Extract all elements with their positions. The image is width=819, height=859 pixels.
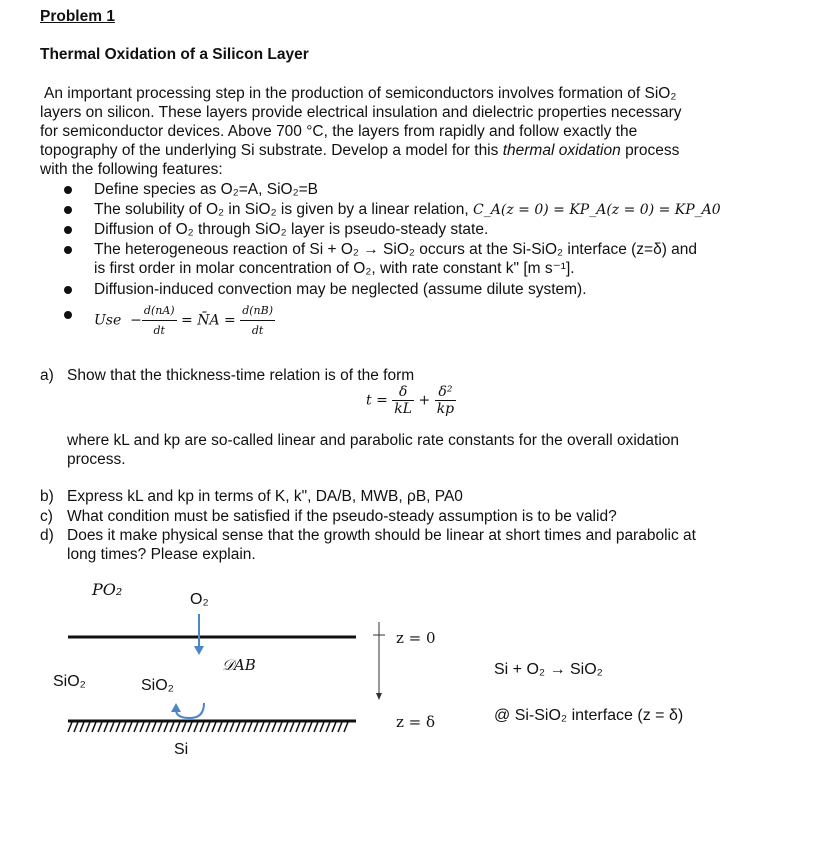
frac-numerator: δ: [392, 384, 414, 401]
eq-plus: +: [418, 392, 431, 409]
hatch-mark: [338, 722, 342, 732]
hatch-mark: [230, 722, 234, 732]
hatch-mark: [254, 722, 258, 732]
bullet-icon: [64, 226, 72, 234]
sio2-left-label: SiO₂: [53, 673, 86, 690]
z0-label: z = 0: [396, 629, 436, 647]
hatch-mark: [212, 722, 216, 732]
hatch-mark: [248, 722, 252, 732]
question-label: d): [40, 527, 54, 544]
hatch-mark: [176, 722, 180, 732]
intro-line: An important processing step in the production of semiconductors involves formation of SiO₂: [44, 85, 677, 102]
po2-label: PO₂: [92, 580, 123, 599]
feature-item: Diffusion-induced convection may be neglected (assume dilute system).: [94, 281, 587, 298]
hatch-mark: [332, 722, 336, 732]
question-text: Express kL and kp in terms of K, k", DA/B, MWB, ρB, PA0: [67, 488, 463, 505]
hatch-mark: [260, 722, 264, 732]
feature-item: [94, 200, 721, 220]
frac-denominator: kL: [394, 401, 413, 417]
hatch-mark: [158, 722, 162, 732]
question-label: b): [40, 488, 54, 505]
question-b: [40, 487, 463, 506]
hatch-mark: [104, 722, 108, 732]
question-a: [40, 366, 414, 385]
arrow-head-icon: [171, 703, 181, 712]
where-line: where kL and kp are so-called linear and parabolic rate constants for the overall oxidation: [67, 432, 680, 449]
reaction-equation: Si + O₂ → SiO₂: [494, 661, 603, 678]
thickness-time-equation: [366, 384, 456, 417]
arrow-head-icon: [194, 646, 204, 655]
hatch-mark: [218, 722, 222, 732]
hatch-mark: [308, 722, 312, 732]
question-label: c): [40, 508, 53, 525]
hatch-mark: [224, 722, 228, 732]
diagram-graphics: [0, 600, 819, 760]
hatch-mark: [152, 722, 156, 732]
intro-paragraph-rest: [40, 103, 740, 179]
question-c: [40, 507, 617, 526]
hatch-mark: [278, 722, 282, 732]
hatch-mark: [272, 722, 276, 732]
feature-item: Diffusion of O₂ through SiO₂ layer is pseudo-steady state.: [94, 221, 489, 238]
hatch-mark: [110, 722, 114, 732]
problem-title: Problem 1: [40, 8, 115, 25]
diffusivity-label: 𝒟AB: [222, 656, 256, 674]
sio2-mid-label: SiO₂: [141, 677, 174, 694]
bullet-icon: [64, 246, 72, 254]
frac-numerator: d(nB): [240, 301, 275, 321]
hatch-mark: [92, 722, 96, 732]
feature-item: The heterogeneous reaction of Si + O₂ → SiO₂ occurs at the Si-SiO₂ interface (z=δ) and: [94, 241, 698, 258]
hatch-mark: [236, 722, 240, 732]
hatch-mark: [134, 722, 138, 732]
hatch-mark: [140, 722, 144, 732]
hatch-mark: [302, 722, 306, 732]
si-hatching: [68, 722, 348, 732]
hatch-mark: [146, 722, 150, 732]
hatch-mark: [86, 722, 90, 732]
o2-label: O₂: [190, 591, 209, 608]
eq-lhs: t =: [366, 392, 388, 409]
intro-line: for semiconductor devices. Above 700 °C, the layers from rapidly and follow exactly the: [40, 123, 638, 140]
hatch-mark: [116, 722, 120, 732]
solubility-equation: C_A(z = 0) = KP_A(z = 0) = KP_A0: [473, 202, 721, 218]
hatch-mark: [80, 722, 84, 732]
bullet-icon: [64, 206, 72, 214]
question-label: a): [40, 367, 54, 384]
intro-paragraph: [44, 84, 744, 103]
reaction-return-arrow: [176, 703, 204, 718]
frac-denominator: dt: [251, 324, 264, 337]
frac-denominator: dt: [153, 324, 165, 337]
hatch-mark: [200, 722, 204, 732]
hatch-mark: [170, 722, 174, 732]
feature-text: The solubility of O₂ in SiO₂ is given by a linear relation,: [94, 201, 469, 218]
question-text: Does it make physical sense that the growth should be linear at short times and parabolic at: [67, 527, 696, 544]
arrow-head-icon: [376, 693, 382, 700]
flux-equality: = N̄A =: [181, 312, 236, 329]
hatch-mark: [68, 722, 72, 732]
interface-note: @ Si-SiO₂ interface (z = δ): [494, 707, 684, 724]
hatch-mark: [188, 722, 192, 732]
zdelta-label: z = δ: [396, 713, 436, 731]
hatch-mark: [98, 722, 102, 732]
intro-text: topography of the underlying Si substrate. Develop a model for this: [40, 142, 499, 159]
hatch-mark: [290, 722, 294, 732]
section-title: Thermal Oxidation of a Silicon Layer: [40, 46, 309, 63]
si-label: Si: [174, 741, 189, 758]
bullet-icon: [64, 186, 72, 194]
intro-line: [40, 141, 740, 160]
use-label: Use: [94, 312, 122, 329]
hatch-mark: [74, 722, 78, 732]
hatch-mark: [122, 722, 126, 732]
question-text: What condition must be satisfied if the pseudo-steady assumption is to be valid?: [67, 508, 617, 525]
question-d-cont: long times? Please explain.: [67, 546, 256, 563]
hatch-mark: [320, 722, 324, 732]
where-line: process.: [67, 451, 126, 468]
hatch-mark: [194, 722, 198, 732]
feature-item-cont: is first order in molar concentration of O₂, with rate constant k" [m s⁻¹].: [94, 260, 575, 277]
feature-item: Define species as O₂=A, SiO₂=B: [94, 181, 318, 198]
intro-line: with the following features:: [40, 161, 223, 178]
hatch-mark: [242, 722, 246, 732]
question-text: Show that the thickness-time relation is of the form: [67, 367, 415, 384]
intro-text: process: [625, 142, 680, 159]
bullet-icon: [64, 286, 72, 294]
frac-numerator: d(nA): [142, 301, 177, 321]
hatch-mark: [344, 722, 348, 732]
frac-numerator: δ²: [435, 384, 456, 401]
intro-emphasis: thermal oxidation: [502, 142, 621, 159]
hatch-mark: [314, 722, 318, 732]
hatch-mark: [326, 722, 330, 732]
feature-item-use: Use − $\frac{d(nA)}{dt}$ = N̄A = $\frac{d(nB)}{dt}$: [94, 301, 275, 340]
question-d: [40, 526, 696, 545]
hatch-mark: [284, 722, 288, 732]
hatch-mark: [206, 722, 210, 732]
intro-line: layers on silicon. These layers provide electrical insulation and dielectric properties necessary: [40, 104, 682, 121]
frac-denominator: kp: [436, 401, 455, 417]
hatch-mark: [164, 722, 168, 732]
bullet-icon: [64, 311, 72, 319]
hatch-mark: [128, 722, 132, 732]
hatch-mark: [182, 722, 186, 732]
where-text: [67, 431, 679, 469]
hatch-mark: [296, 722, 300, 732]
hatch-mark: [266, 722, 270, 732]
